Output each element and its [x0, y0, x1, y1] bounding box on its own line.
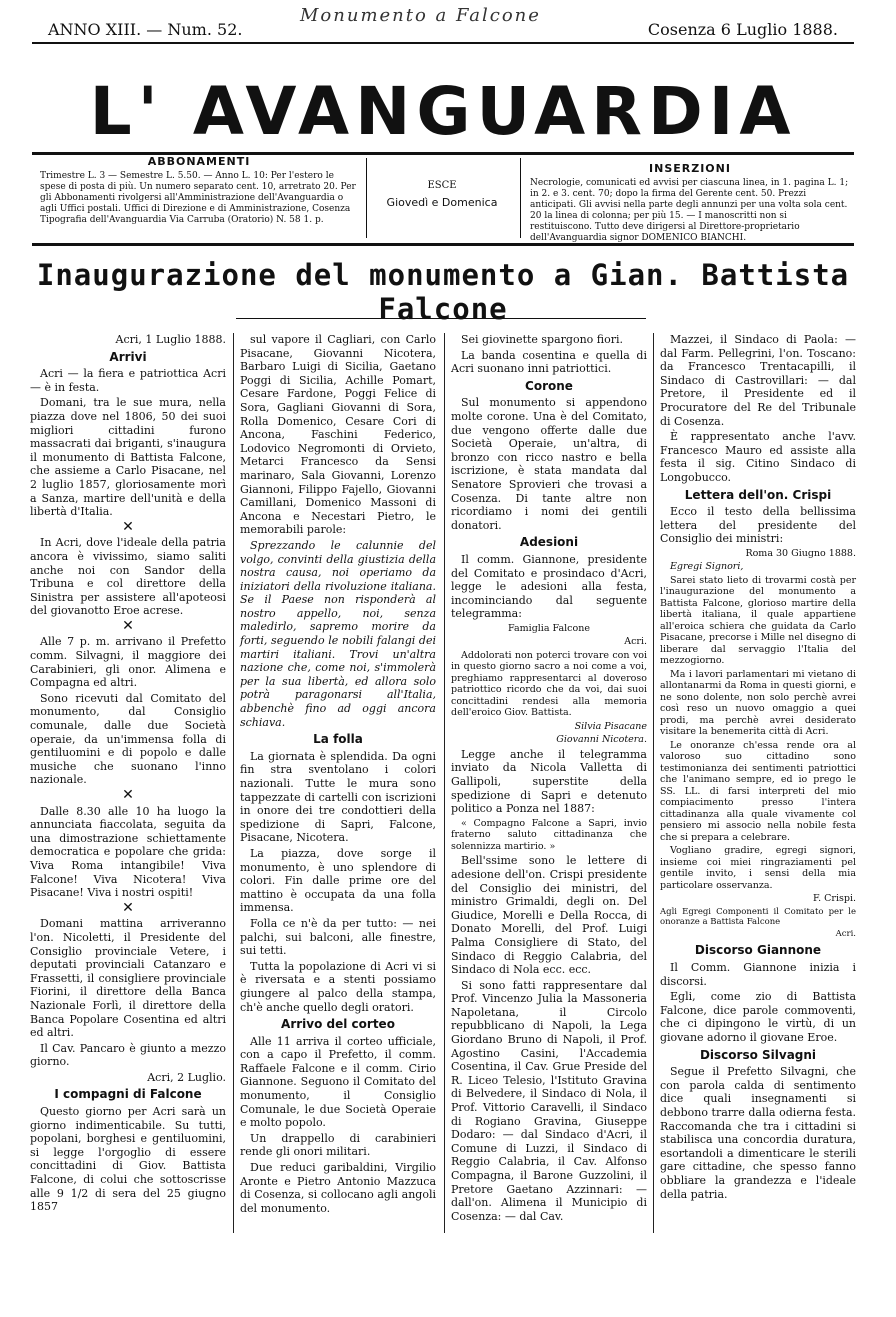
paragraph: Domani, tra le sue mura, nella piazza dove nel 1806, 50 dei suoi migliori cittadini furono massacrati dai briganti, s'inaugura il monumento di Battista Falcone, che assieme a Carlo Pisacane, nel 2 luglio 1857, gloriosamente morì a Sanza, martire dell'unità e della libertà d'Italia. — [30, 396, 226, 519]
article-headline: Inaugurazione del monumento a Gian. Battista Falcone — [36, 258, 850, 326]
publishing-label: ESCE — [427, 180, 457, 191]
insertions-text: Necrologie, comunicati ed avvisi per ciascuna linea, in 1. pagina L. 1; in 2. e 3. cent. 70; dopo la firma del Gerente cent. 50. Prezzi anticipati. Gli avvisi nella parte degli annunzi per una volta sola cent. 20 la linea di colonna; per più 15. — I manoscritti non si restituiscono. Tutto deve dirigersi al Direttore-proprietario dell'Avanguardia signor DOMENICO BIANCHI. — [530, 178, 849, 243]
paragraph: La piazza, dove sorge il monumento, è uno splendore di colori. Fin dalle prime ore del mattino è occupata da una folla immensa. — [240, 846, 436, 915]
paragraph: Il Comm. Giannone inizia i discorsi. — [660, 961, 856, 988]
telegram-signature: Giovanni Nicotera. — [556, 734, 647, 746]
paragraph: Un drappello di carabinieri rende gli onori militari. — [240, 1131, 436, 1159]
heading-lettera-crispi: Lettera dell'on. Crispi — [684, 487, 832, 502]
insertions-box — [530, 163, 850, 244]
subscriptions-text: Trimestre L. 3 — Semestre L. 5.50. — Anno L. 10: Per l'estero le spese di posta di più. Un numero separato cent. 10, arretrato 20. Per gli Abbonamenti rivolgersi all'Amministrazione dell'Avanguardia o agli Uffici postali. Uffici di Direzione e di Amministrazione, Cosenza Tipografia dell'Avanguardia Via Carruba (Oratorio) N. 58 1. p. — [40, 171, 356, 225]
telegram-signature: Silvia Pisacane — [574, 720, 647, 732]
top-rule — [32, 42, 854, 44]
heading-adesioni: Adesioni — [519, 535, 579, 550]
letter-address-place: Acri. — [835, 928, 856, 939]
paragraph: Acri — la fiera e patriottica Acri — è in festa. — [30, 367, 226, 394]
paragraph: Il comm. Giannone, presidente del Comitato e prosindaco d'Acri, legge le adesioni alla festa, incominciando dal seguente telegramma: — [451, 552, 647, 621]
column-1 — [30, 333, 226, 1216]
column-divider-3 — [653, 333, 654, 1233]
paragraph: Si sono fatti rappresentare dal Prof. Vincenzo Julia la Massoneria Napoletana, il Circolo repubblicano di Napoli, la Lega Giordano Bruno di Napoli, il Prof. Agostino Casini, l'Accademia Cosentina, il Cav. Grue Preside del R. Liceo Telesio, l'Istituto Gravina di Belvedere, il Sindaco di Nola, il Prof. Vittorio Caravelli, il Sindaco di Rogiano Gravina, Giuseppe Dodaro: — dal Sindaco d'Acri, il Comune di Luzzi, il Sindaco di Reggio Calabria, il Cav. Alfonso Compagna, il Barone Guzzolini, il Pretore Gaetano Azzinnari: — dall'on. Alimena il Municipio di Cosenza: — dal Cav. — [451, 978, 647, 1223]
subscriptions-box — [40, 156, 358, 226]
heading-discorso-giannone: Discorso Giannone — [694, 943, 822, 958]
paragraph: Sono ricevuti dal Comitato del monumento, dal Consiglio comunale, dalle due Società operaie, da un'immensa folla di gentiluomini e di popolo e dalle musiche che suonano l'inno nazionale. — [30, 691, 226, 787]
heading-discorso-silvagni: Discorso Silvagni — [699, 1047, 817, 1062]
telegram-text: Addolorati non poterci trovare con voi in questo giorno sacro a noi come a voi, preghiamo rappresentarci al doveroso patriottico ricordo che da voi, dai suoi concittadini rendesi alla memoria dell'eroico Giov. Battista. — [451, 649, 647, 719]
paragraph: Questo giorno per Acri sarà un giorno indimenticabile. Su tutti, popolani, borghesi e gentiluomini, si legge l'orgoglio di essere concittadini di Giov. Battista Falcone, di colui che sottoscrisse alle 9 1/2 di sera del 25 giugno 1857 — [30, 1105, 226, 1214]
letter-paragraph: Sarei stato lieto di trovarmi costà per l'inaugurazione del monumento a Battista Falcone, glorioso martire della libertà italiana, il quale appartiene all'eroica schiera che guidata da Carlo Pisacane, precorse i Mille nel disegno di liberare dal servaggio l'Italia del mezzogiorno. — [660, 574, 856, 667]
subscriptions-title: ABBONAMENTI — [147, 155, 251, 168]
paragraph: sul vapore il Cagliari, con Carlo Pisacane, Giovanni Nicotera, Barbaro Luigi di Sicilia, Gaetano Poggi di Sicilia, Achille Pomart, Cesare Fardone, Poggi Felice di Sora, Gagliani Giovanni di Sora, Rolla Domenico, Cesare Cori di Ancona, Faschini Federico, Lodovico Negromonti di Orvieto, Metarci Francesco da Sensi marinaro, Sala Giovanni, Lorenzo Giannoni, Filippo Fajello, Giovanni Camillani, Domenico Massoni di Ancona e Necestari Pietro, le memorabili parole: — [240, 333, 436, 537]
paragraph: Legge anche il telegramma inviato da Nicola Valletta di Gallipoli, superstite della spedizione di Sapri e detenuto politico a Ponza nel 1887: — [451, 747, 647, 816]
section-separator: ✕ — [122, 617, 134, 634]
column-divider-1 — [233, 333, 234, 1233]
letter-date: Roma 30 Giugno 1888. — [745, 547, 856, 559]
telegram-place: Acri. — [624, 636, 647, 648]
paragraph: Ecco il testo della bellissima lettera del presidente del Consiglio dei ministri: — [660, 505, 856, 546]
paragraph: Dalle 8.30 alle 10 ha luogo la annunciata fiaccolata, seguita da una dimostrazione schiettamente democratica e popolare che grida: Viva Roma intangibile! Viva Falcone! Viva Nicotera! Viva Pisacane! Viva i nostri ospiti! — [30, 804, 226, 900]
heading-arrivi: Arrivi — [109, 349, 147, 364]
heading-compagni: I compagni di Falcone — [54, 1087, 202, 1102]
paragraph: Sei giovinette spargono fiori. — [461, 333, 624, 346]
paragraph: Mazzei, il Sindaco di Paola: — dal Farm. Pellegrini, l'on. Toscano: da Francesco Trentacapilli, il Sindaco di Castrovillari: — dal Pretore, il Presidente ed il Procuratore del Re del Tribunale di Cosenza. — [660, 333, 856, 428]
section-separator: ✕ — [122, 518, 134, 535]
column-4 — [660, 333, 856, 1203]
letter-paragraph: Vogliano gradire, egregi signori, insieme coi miei ringraziamenti pel gentile invito, i sensi della mia particolare osservanza. — [660, 845, 856, 891]
dateline-acri-2: Acri, 2 Luglio. — [147, 1070, 226, 1084]
paragraph: Egli, come zio di Battista Falcone, dice parole commoventi, che ci dipingono le virtù, di un giovane adorno il giovane Eroe. — [660, 990, 856, 1044]
insertions-title: INSERZIONI — [649, 162, 731, 175]
paragraph: Alle 11 arriva il corteo ufficiale, con a capo il Prefetto, il comm. Raffaele Falcone e il comm. Cirio Giannone. Seguono il Comitato del monumento, il Consiglio Comunale, le due Società Operaie e molto popolo. — [240, 1034, 436, 1130]
dateline-acri-1: Acri, 1 Luglio 1888. — [115, 333, 226, 346]
section-separator: ✕ — [122, 899, 134, 916]
paragraph: Due reduci garibaldini, Virgilio Aronte e Pietro Antonio Mazzuca di Cosenza, si collocano agli angoli del monumento. — [240, 1161, 436, 1215]
heading-corone: Corone — [525, 378, 573, 393]
column-divider-2 — [444, 333, 445, 1233]
publishing-box — [372, 156, 512, 208]
headline-rule — [236, 318, 646, 319]
letter-signature: F. Crispi. — [812, 893, 856, 905]
box-divider-left — [366, 158, 367, 238]
paragraph: Il Cav. Pancaro è giunto a mezzo giorno. — [30, 1041, 226, 1069]
publishing-days: Giovedì e Domenica — [386, 196, 498, 209]
handwritten-note: Monumento a Falcone — [300, 5, 541, 26]
paragraph: Sul monumento si appendono molte corone. Una è del Comitato, due vengono offerte dalle due Società Operaie, un'altra, di bronzo con ricco nastro e bella iscrizione, è stata mandata dal Senatore Sprovieri che trovasi a Cosenza. Di tante altre non ricordiamo i nomi dei gentili donatori. — [451, 396, 647, 532]
paragraph: Tutta la popolazione di Acri vi si è riversata e a stenti possiamo giungere al palco della stampa, ch'è anche quello degli oratori. — [240, 959, 436, 1014]
paragraph: Folla ce n'è da per tutto: — nei palchi, sui balconi, alle finestre, sui tetti. — [240, 916, 436, 958]
section-separator: ✕ — [122, 787, 134, 803]
box-divider-right — [520, 158, 521, 238]
dateline: Cosenza 6 Luglio 1888. — [647, 20, 838, 39]
header-bottom-rule — [32, 243, 854, 246]
proclamation-quote: Sprezzando le calunnie del volgo, convinti della giustizia della nostra causa, noi operiamo da iniziatori della rivoluzione italiana. Se il Paese non risponderà al nostro appello, noi, senza maledirlo, sapremo morire da forti, seguendo le nobili falangi dei martiri italiani. Trovi un'altra nazione che, come noi, s'immolerà per la sua libertà, ed allora solo potrà paragonarsi all'Italia, abbenchè fino ad oggi ancora schiava. — [240, 538, 436, 729]
heading-folla: La folla — [313, 732, 363, 747]
paragraph: Domani mattina arriveranno l'on. Nicoletti, il Presidente del Consiglio provinciale Vetere, i deputati provinciali Catanzaro e Frassetti, il consigliere provinciale Fiorini, il direttore della Banca Nazionale Forlì, il direttore della Banca Popolare Cosentina ed altri ed altri. — [30, 917, 226, 1040]
column-2 — [240, 333, 436, 1217]
masthead-title: L' AVANGUARDIA — [89, 73, 797, 150]
letter-paragraph: Ma i lavori parlamentari mi vietano di allontanarmi da Roma in questi giorni, e ne sono dolente, non solo perchè avrei così reso un nuovo omaggio a quei prodi, ma perchè avrei desiderato visitare la benemerita città di Acri. — [660, 668, 856, 738]
paragraph: La giornata è splendida. Da ogni fin stra sventolano i colori nazionali. Tutte le mura sono tappezzate di cartelli con iscrizioni in onore dei tre condottieri della spedizione di Sapri, Falcone, Pisacane, Nicotera. — [240, 749, 436, 845]
column-3 — [451, 333, 647, 1225]
paragraph: Segue il Prefetto Silvagni, che con parola calda di sentimento dice quali insegnamenti si debbono trarre dalla odierna festa. Raccomanda che tra i cittadini si stabilisca una concordia duratura, esortandoli a dimenticare le sterili gare cittadine, che spesso fanno obbliare la grandezza e l'ideale della patria. — [660, 1065, 856, 1201]
paragraph: La banda cosentina e quella di Acri suonano inni patriottici. — [451, 348, 647, 376]
telegram-valletta: « Compagno Falcone a Sapri, invio fraterno saluto cittadinanza che solennizza martirio. » — [451, 817, 647, 852]
paragraph: In Acri, dove l'ideale della patria ancora è vivissimo, siamo saliti anche noi con Sandor della Tribuna e col direttore della Sinistra per assistere all'apoteosi del giovanotto Eroe acrese. — [30, 536, 226, 618]
paragraph: È rappresentato anche l'avv. Francesco Mauro ed assiste alla festa il sig. Citino Sindaco di Longobucco. — [660, 430, 856, 484]
letter-salutation: Egregi Signori, — [670, 561, 744, 573]
letter-address: Agli Egregi Componenti il Comitato per le onoranze a Battista Falcone — [660, 906, 856, 927]
issue-number: ANNO XIII. — Num. 52. — [48, 20, 243, 39]
paragraph: Bell'ssime sono le lettere di adesione dell'on. Crispi presidente del Consiglio dei ministri, del ministro Grimaldi, degli on. Del Giudice, Morelli e Della Rocca, di Donato Morelli, del Prof. Luigi Palma Consigliere di Stato, del Sindaco di Reggio Calabria, del Sindaco di Nola ecc. ecc. — [451, 854, 647, 977]
paragraph: Alle 7 p. m. arrivano il Prefetto comm. Silvagni, il maggiore dei Carabinieri, gli onor. Alimena e Compagna ed altri. — [30, 635, 226, 690]
heading-corteo: Arrivo del corteo — [281, 1017, 395, 1032]
letter-paragraph: Le onoranze ch'essa rende ora al valoroso suo cittadino sono testimonianza dei sentimenti patriottici che l'animano sempre, ed io prego le SS. LL. di farsi interpreti del mio compiacimento presso l'intera cittadinanza alla quale vivamente col pensiero mi associo nella nobile festa che si prepara a celebrare. — [660, 739, 856, 843]
telegram-recipient: Famiglia Falcone — [508, 622, 590, 634]
